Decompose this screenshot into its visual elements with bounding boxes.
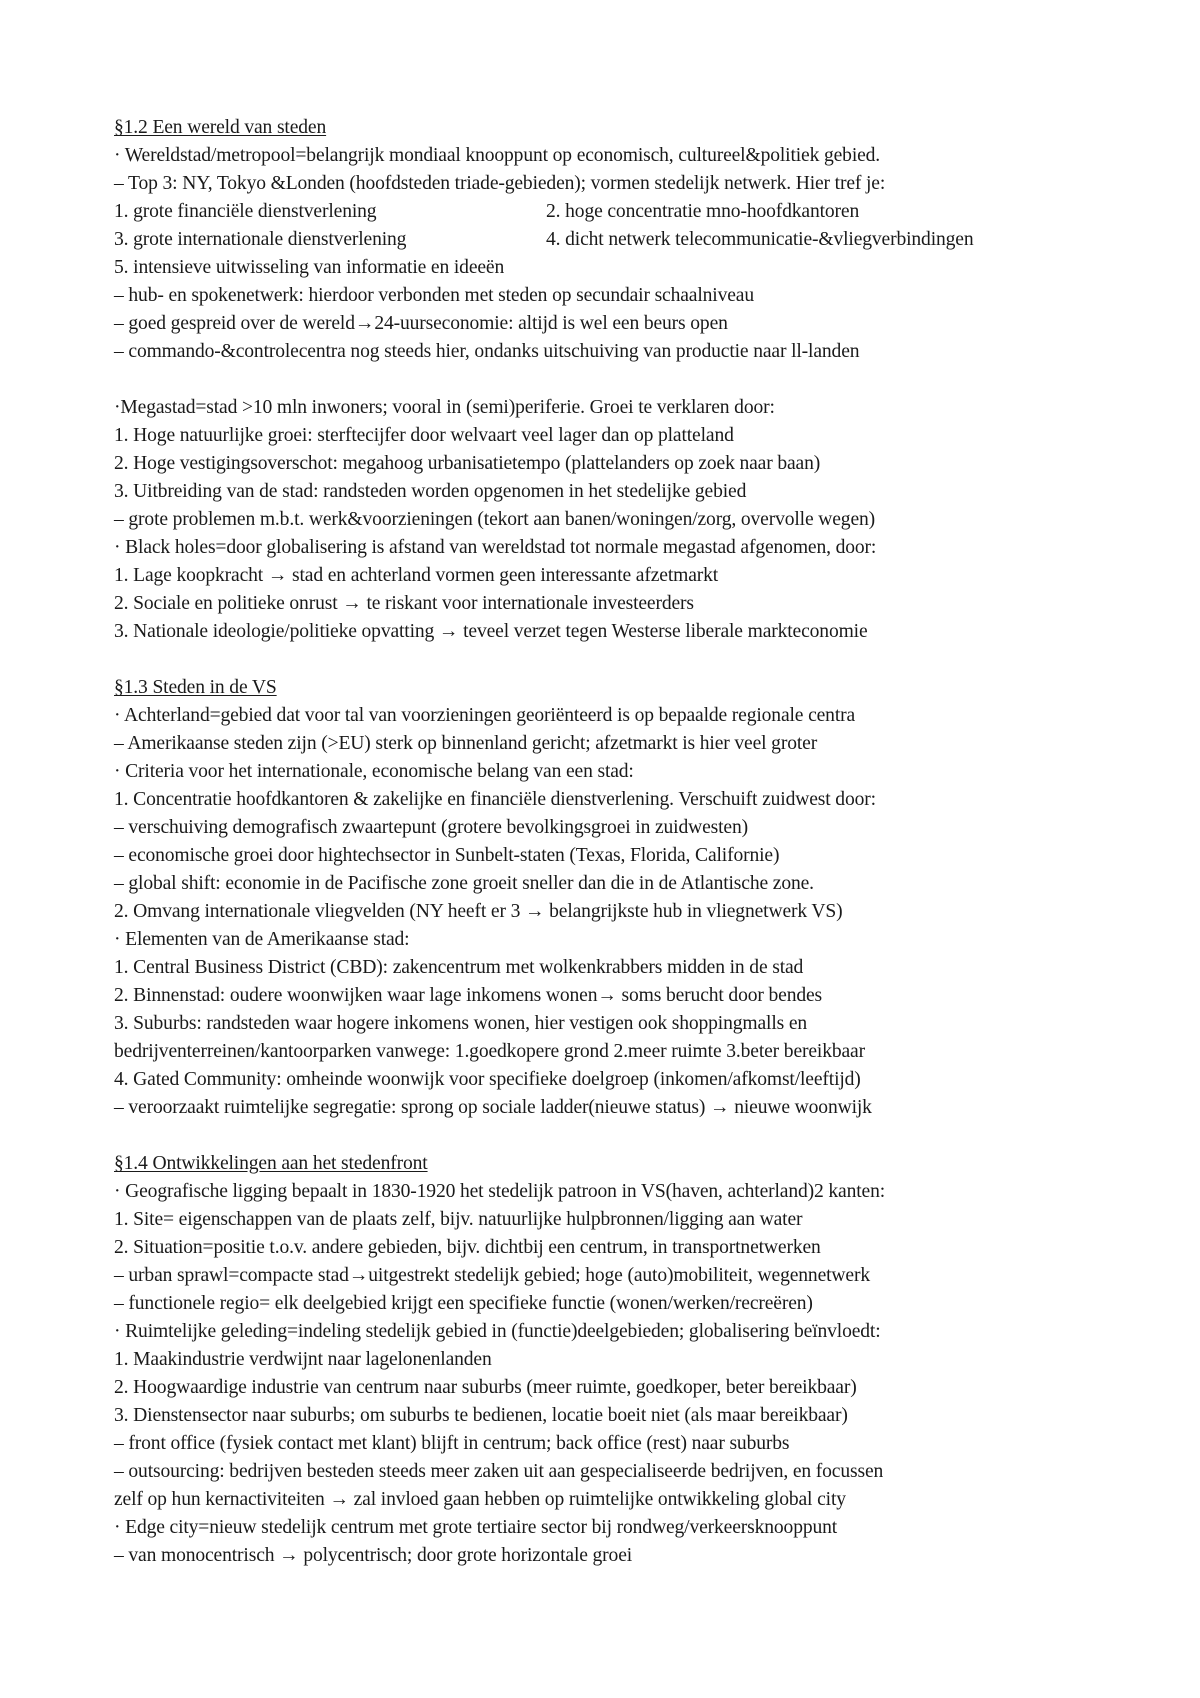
text-line-right: 2. hoge concentratie mno-hoofdkantoren <box>546 201 860 222</box>
text-line: 3. Suburbs: randsteden waar hogere inkomens wonen, hier vestigen ook shoppingmalls en <box>114 1013 808 1034</box>
text-line: 2. Sociale en politieke onrust → te riskant voor internationale investeerders <box>114 593 694 614</box>
text-line: – Top 3: NY, Tokyo &Londen (hoofdsteden triade-gebieden); vormen stedelijk netwerk. Hier tref je: <box>114 173 886 194</box>
text-line: 2. Omvang internationale vliegvelden (NY heeft er 3 → belangrijkste hub in vliegnetwerk VS) <box>114 901 843 922</box>
text-line-right: 4. dicht netwerk telecommunicatie-&vliegverbindingen <box>546 229 974 250</box>
text-line: – hub- en spokenetwerk: hierdoor verbonden met steden op secundair schaalniveau <box>114 285 754 306</box>
text-line: 1. Site= eigenschappen van de plaats zelf, bijv. natuurlijke hulpbronnen/ligging aan water <box>114 1209 803 1230</box>
text-line: zelf op hun kernactiviteiten → zal invloed gaan hebben op ruimtelijke ontwikkeling global city <box>114 1489 846 1510</box>
text-line: – goed gespreid over de wereld→24-uurseconomie: altijd is wel een beurs open <box>114 313 728 334</box>
text-line: 3. Uitbreiding van de stad: randsteden worden opgenomen in het stedelijke gebied <box>114 481 747 502</box>
text-line: 1. Maakindustrie verdwijnt naar lagelonenlanden <box>114 1349 492 1370</box>
text-line: – outsourcing: bedrijven besteden steeds meer zaken uit aan gespecialiseerde bedrijven, en focussen <box>114 1461 884 1482</box>
blank-line <box>114 646 1114 674</box>
document-page <box>114 114 1114 1570</box>
blank-line <box>114 366 1114 394</box>
text-line: 1. Lage koopkracht → stad en achterland vormen geen interessante afzetmarkt <box>114 565 719 586</box>
section-heading-1-3: §1.3 Steden in de VS <box>114 677 277 698</box>
text-line: 1. Central Business District (CBD): zakencentrum met wolkenkrabbers midden in de stad <box>114 957 804 978</box>
text-line: bedrijventerreinen/kantoorparken vanwege: 1.goedkopere grond 2.meer ruimte 3.beter bereikbaar <box>114 1041 865 1062</box>
text-line: 2. Hoogwaardige industrie van centrum naar suburbs (meer ruimte, goedkoper, beter bereikbaar) <box>114 1377 857 1398</box>
text-line: – economische groei door hightechsector in Sunbelt-staten (Texas, Florida, Californie) <box>114 845 780 866</box>
text-line: · Criteria voor het internationale, economische belang van een stad: <box>114 761 634 782</box>
text-line: 4. Gated Community: omheinde woonwijk voor specifieke doelgroep (inkomen/afkomst/leeftijd) <box>114 1069 861 1090</box>
text-line: – Amerikaanse steden zijn (>EU) sterk op binnenland gericht; afzetmarkt is hier veel groter <box>114 733 818 754</box>
text-line: ·Megastad=stad >10 mln inwoners; vooral in (semi)periferie. Groei te verklaren door: <box>114 397 775 418</box>
text-line: – functionele regio= elk deelgebied krijgt een specifieke functie (wonen/werken/recreëren) <box>114 1293 813 1314</box>
section-heading-1-4: §1.4 Ontwikkelingen aan het stedenfront <box>114 1153 428 1174</box>
text-line: – urban sprawl=compacte stad→uitgestrekt stedelijk gebied; hoge (auto)mobiliteit, wegennetwerk <box>114 1265 870 1286</box>
text-line: – veroorzaakt ruimtelijke segregatie: sprong op sociale ladder(nieuwe status) → nieuwe woonwijk <box>114 1097 872 1118</box>
blank-line <box>114 1122 1114 1150</box>
text-line: · Wereldstad/metropool=belangrijk mondiaal knooppunt op economisch, cultureel&politiek gebied. <box>114 145 881 166</box>
text-line: · Edge city=nieuw stedelijk centrum met grote tertiaire sector bij rondweg/verkeersknooppunt <box>114 1517 838 1538</box>
text-line: 2. Hoge vestigingsoverschot: megahoog urbanisatietempo (plattelanders op zoek naar baan) <box>114 453 821 474</box>
text-line-left: 1. grote financiële dienstverlening <box>114 201 377 222</box>
text-line: · Geografische ligging bepaalt in 1830-1920 het stedelijk patroon in VS(haven, achterland)2 kanten: <box>114 1181 886 1202</box>
section-heading-1-2: §1.2 Een wereld van steden <box>114 117 327 138</box>
text-line: 1. Concentratie hoofdkantoren & zakelijke en financiële dienstverlening. Verschuift zuidwest door: <box>114 789 876 810</box>
text-line: · Ruimtelijke geleding=indeling stedelijk gebied in (functie)deelgebieden; globalisering beïnvloedt: <box>114 1321 881 1342</box>
text-line: – van monocentrisch → polycentrisch; door grote horizontale groei <box>114 1545 633 1566</box>
text-line-left: 3. grote internationale dienstverlening <box>114 229 407 250</box>
text-line: 3. Dienstensector naar suburbs; om suburbs te bedienen, locatie boeit niet (als maar bereikbaar) <box>114 1405 848 1426</box>
text-line: – global shift: economie in de Pacifische zone groeit sneller dan die in de Atlantische zone. <box>114 873 814 894</box>
two-column-line <box>114 226 1114 254</box>
text-line: – front office (fysiek contact met klant) blijft in centrum; back office (rest) naar suburbs <box>114 1433 790 1454</box>
text-line: – grote problemen m.b.t. werk&voorzieningen (tekort aan banen/woningen/zorg, overvolle wegen) <box>114 509 876 530</box>
text-line: · Achterland=gebied dat voor tal van voorzieningen georiënteerd is op bepaalde regionale centra <box>114 705 856 726</box>
text-line: 1. Hoge natuurlijke groei: sterftecijfer door welvaart veel lager dan op platteland <box>114 425 734 446</box>
text-line: 3. Nationale ideologie/politieke opvatting → teveel verzet tegen Westerse liberale markteconomie <box>114 621 868 642</box>
text-line: · Black holes=door globalisering is afstand van wereldstad tot normale megastad afgenomen, door: <box>114 537 877 558</box>
two-column-line <box>114 198 1114 226</box>
text-line: 2. Situation=positie t.o.v. andere gebieden, bijv. dichtbij een centrum, in transportnetwerken <box>114 1237 821 1258</box>
text-line: 2. Binnenstad: oudere woonwijken waar lage inkomens wonen→ soms berucht door bendes <box>114 985 823 1006</box>
text-line: – commando-&controlecentra nog steeds hier, ondanks uitschuiving van productie naar ll-landen <box>114 341 860 362</box>
text-line: 5. intensieve uitwisseling van informatie en ideeën <box>114 257 505 278</box>
text-line: · Elementen van de Amerikaanse stad: <box>114 929 410 950</box>
text-line: – verschuiving demografisch zwaartepunt (grotere bevolkingsgroei in zuidwesten) <box>114 817 748 838</box>
